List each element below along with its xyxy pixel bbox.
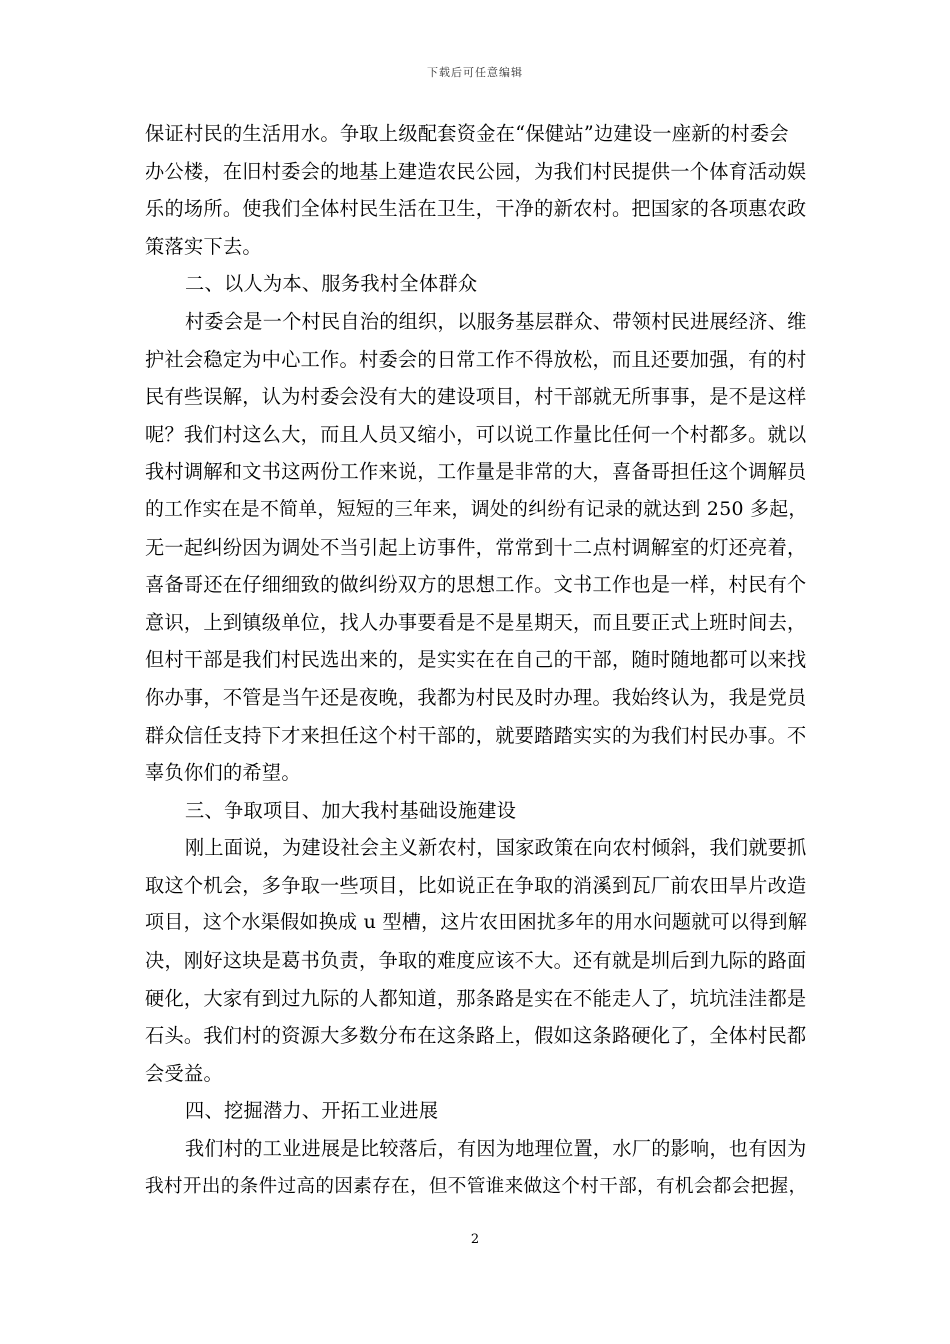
paragraph-line: 保证村民的生活用水。争取上级配套资金在“保健站”边建设一座新的村委会 (145, 122, 789, 145)
paragraph-line: 办公楼，在旧村委会的地基上建造农民公园，为我们村民提供一个体育活动娱 (145, 159, 807, 183)
paragraph-line: 我村开出的条件过高的因素存在，但不管谁来做这个村干部，有机会都会把握， (145, 1175, 808, 1197)
paragraph-line: 我村调解和文书这两份工作来说，工作量是非常的大，喜备哥担任这个调解员 (145, 460, 807, 484)
paragraph-3 (145, 829, 807, 1092)
paragraph-line: 取这个机会，多争取一些项目，比如说正在争取的消溪到瓦厂前农田旱片改造 (145, 873, 807, 897)
paragraph-line: 决，刚好这块是葛书负责，争取的难度应该不大。还有就是圳后到九际的路面 (145, 949, 807, 973)
paragraph-line: 意识，上到镇级单位，找人办事要看是不是星期天，而且要正式上班时间去， (145, 610, 807, 634)
paragraph-line: 辜负你们的希望。 (145, 761, 301, 785)
paragraph-4 (145, 1130, 807, 1205)
paragraph-1 (145, 115, 807, 265)
paragraph-line: 硬化，大家有到过九际的人都知道，那条路是实在不能走人了，坑坑洼洼都是 (145, 986, 807, 1010)
paragraph-line: 民有些误解，认为村委会没有大的建设项目，村干部就无所事事，是不是这样 (145, 385, 807, 409)
section-heading-2: 二、以人为本、服务我村全体群众 (185, 272, 478, 296)
paragraph-line: 群众信任支持下才来担任这个村干部的，就要踏踏实实的为我们村民办事。不 (145, 723, 807, 747)
paragraph-line: 喜备哥还在仔细细致的做纠纷双方的思想工作。文书工作也是一样，村民有个 (145, 573, 807, 597)
paragraph-line: 策落实下去。 (145, 234, 262, 258)
paragraph-line: 村委会是一个村民自治的组织，以服务基层群众、带领村民进展经济、维 (185, 309, 807, 333)
paragraph-line: 但村干部是我们村民选出来的，是实实在在自己的干部，随时随地都可以来找 (145, 648, 807, 672)
page-number: 2 (470, 1232, 480, 1247)
paragraph-line: 无一起纠纷因为调处不当引起上访事件，常常到十二点村调解室的灯还亮着， (145, 535, 807, 559)
section-heading-3: 三、争取项目、加大我村基础设施建设 (185, 798, 517, 822)
page-header: 下载后可任意编辑 (427, 66, 523, 79)
paragraph-line: 你办事，不管是当午还是夜晚，我都为村民及时办理。我始终认为，我是党员 (145, 685, 807, 709)
paragraph-line: 乐的场所。使我们全体村民生活在卫生，干净的新农村。把国家的各项惠农政 (145, 197, 807, 221)
paragraph-line: 刚上面说，为建设社会主义新农村，国家政策在向农村倾斜，我们就要抓 (185, 836, 807, 860)
paragraph-2 (145, 303, 807, 792)
paragraph-line: 石头。我们村的资源大多数分布在这条路上，假如这条路硬化了，全体村民都 (145, 1024, 807, 1048)
paragraph-line: 护社会稳定为中心工作。村委会的日常工作不得放松，而且还要加强，有的村 (145, 347, 807, 371)
paragraph-line: 的工作实在是不简单，短短的三年来，调处的纠纷有记录的就达到 250 多起， (145, 497, 808, 520)
paragraph-line: 会受益。 (145, 1061, 223, 1085)
paragraph-line: 呢？我们村这么大，而且人员又缩小，可以说工作量比任何一个村都多。就以 (145, 422, 807, 446)
document-body (145, 115, 807, 1205)
paragraph-line: 我们村的工业进展是比较落后，有因为地理位置，水厂的影响，也有因为 (185, 1137, 807, 1161)
paragraph-line: 项目，这个水渠假如换成 u 型槽，这片农田困扰多年的用水问题就可以得到解 (145, 911, 808, 934)
section-heading-4: 四、挖掘潜力、开拓工业进展 (185, 1099, 439, 1123)
